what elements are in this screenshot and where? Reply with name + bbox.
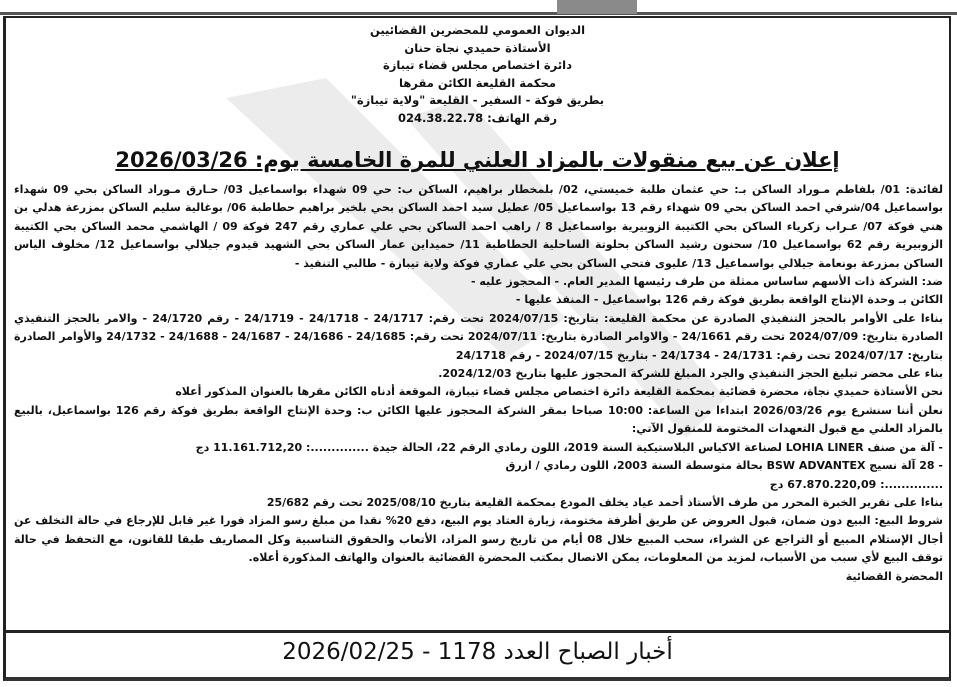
item-1: - آلة من صنف LOHIA LINER لصناعة الاكياس البلاستيكية السنة 2019، اللون رمادي الرقم 22، الحالة جيدة ..............: 11.161.712,20 دج [195, 440, 943, 454]
newspaper-footer [3, 631, 951, 681]
header-phone: رقم الهاتف: 024.38.22.78 [397, 110, 558, 125]
against-paragraph: ضد: الشركة ذات الأسهم ساساس ممثلة من طرف رئيسها المدير العام. - المحجوز عليه - [470, 275, 943, 289]
notice-title: إعلان عن بيع منقولات بالمزاد العلني للمرة الخامسة يوم: 2026/03/26 [115, 148, 840, 172]
orders-paragraph: بناءا على الأوامر بالحجز التنفيذي الصادرة عن محكمة القليعة: بتاريخ: 2024/07/15 تحت رقم: 24/1717 - 24/1718 - 24/1719 - رقم 24/1720 - والامر بالحجز التنفيذي الصادرة بتاريخ: 2024/07/09 تحت رقم 24/1661 - والاوامر الصادرة بتاريخ: 2024/07/11 تحت رقم: 24/1685 - 24/1686 - 24/1687 - 24/1688 - 24/1732 والأوامر الصادرة بتاريخ: 2024/07/17 تحت رقم: 24/1731 - 24/1734 - بتاريخ 2024/07/15 - رقم 24/1718 [14, 311, 944, 362]
item-2-price: ..............: 67.870.220,09 دج [769, 477, 943, 491]
office-header [6, 22, 949, 127]
address-paragraph: الكائن بـ وحدة الإنتاج الواقعة بطريق فوكة رقم 126 بواسماعيل - المنفذ عليها - [515, 293, 943, 307]
item-2: - 28 آلة نسيج BSW ADVANTEX بحالة متوسطة السنة 2003، اللون رمادي / ازرق [505, 459, 943, 473]
footer-issue: أخبار الصباح العدد 1178 - 2026/02/25 [282, 639, 673, 665]
top-rule [0, 12, 957, 15]
notice-body [14, 181, 943, 586]
notice-frame [3, 16, 951, 632]
header-line: بطريق فوكة - السفير - القليعة "ولاية تيبازة" [350, 93, 605, 107]
header-line: الأستاذة حميدي نجاة حنان [404, 40, 551, 55]
expertise-paragraph: بناءا على تقرير الخبرة المحرر من طرف الأستاذ أحمد عياد يخلف المودع بمحكمة القليعة بتاريخ 2025/08/10 تحت رقم 25/682 [266, 495, 943, 509]
header-line: دائرة اختصاص مجلس قضاء تيبازة [382, 58, 572, 72]
signature: المحضرة القضائية [845, 569, 943, 583]
top-image-fragment [557, 0, 637, 14]
beneficiaries-paragraph: لفائدة: 01/ بلفاطم مـوراد الساكن بـ: حي عثمان طلبة خميستي، 02/ بلمخطار براهيم، الساكن ب: حي 09 شهداء بواسماعيل 03/ حـارق مـوراد الساكن بحي 09 شهداء بواسماعيل 04/شرفي احمد الساكن بحي 09 شهداء رقم 13 بواسماعيل 05/ عطيل سيد احمد الساكن بحي بلخير براهيم حطاطبة 06/ بوغالية سليم الساكن بمزرعة هدلي بن هني فوكة 07/ عـراب زكرياء الساكن بحي الكتيبة الزوبيرية بواسماعيل 8 / راهب احمد الساكن بحي علي عماري رقم 247 فوكة 09 / الهاشمي محمد الساكن بحي الكتيبة الزوبيرية رقم 62 بواسماعيل 10/ سحنون رشيد الساكن بحلوتة الساحلية الحطاطبة 11/ حميداين عمار الساكن بحي الشهيد قيدوم جيلالي بواسماعيل 12/ مخلوف الياس الساكن بمزرعة بونعامة جيلالي بواسماعيل 13/ عليوى فتحي الساكن بحي علي عماري فوكة ولاية تيبازة - طالبي التنفيذ - [14, 183, 944, 270]
bailiff-paragraph: نحن الأستاذة حميدي نجاة، محضرة قضائية بمحكمة القليعة دائرة اختصاص مجلس قضاء تيبازة، الموقعة أدناه الكائن مقرها بالعنوان المذكور أعلاه [175, 385, 943, 399]
header-line: الديوان العمومي للمحضرين القضائيين [369, 23, 586, 37]
header-line: محكمة القليعة الكائن مقرها [399, 75, 556, 90]
announcement-paragraph: نعلن أننا سنشرع يوم 2026/03/26 ابتداءا من الساعة: 10:00 صباحا بمقر الشركة المحجوز عليها الكائن ب: وحدة الإنتاج الواقعة بطريق فوكة رقم 126 بواسماعيل، بالبيع بالمزاد العلني مع قبول التعهدات المختومة للمنقول الآتي: [14, 403, 943, 436]
notification-paragraph: بناء على محضر تبليغ الحجز التنفيذي والجرد المبلغ للشركة المحجوز عليها بتاريخ 2024/12/03. [438, 367, 943, 381]
conditions-paragraph: شروط البيع: البيع دون ضمان، قبول العروض عن طريق أظرفة مختومة، زيارة العتاد يوم البيع، دفع 20% نقدا من مبلغ رسو المزاد فورا غير قابل للإرجاع في حالة التخلف عن أجال الإستلام المبيع أو التراجع عن الشراء، سحب المبيع خلال 08 أيام من تاريخ رسو المزاد، الأتعاب والحقوق التناسبية وكل المصاريف طبقا للقانون، مع التحفظ في حالة توقف البيع لأي سبب من الأسباب، لمزيد من المعلومات، يمكن الاتصال بمكتب المحضرة القضائية بالعنوان والهاتف المذكورة أعلاه. [14, 514, 944, 565]
